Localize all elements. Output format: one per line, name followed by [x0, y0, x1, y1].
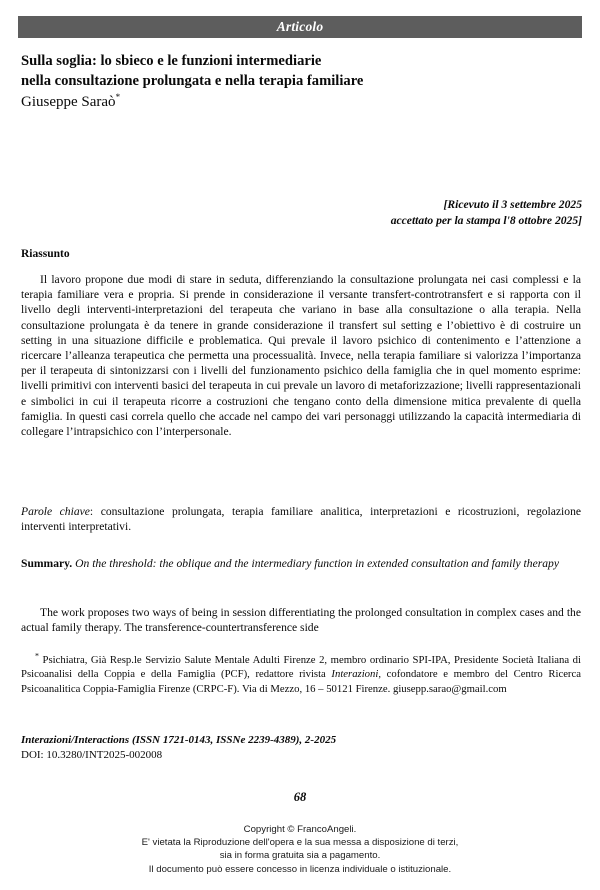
abstract-paragraph: Il lavoro propone due modi di stare in seduta, differenziando la consultazione prolungata nei casi complessi e la terapia familiare vera e propria. Si prende in considerazione il versante transfert-controtransfert e si rapporta con il livello degli interventi-interpretazioni del terapeuta che variano in base alla consultazione o alla terapia. Nella consultazione prolungata è da tenere in grande considerazione il transfert sul setting e l’obiettivo è di costruire un setting in una situazione difficile e problematica. Qui prevale il lavoro psichico di contenimento e l’attenzione a ricercare l’alleanza terapeutica che permetta una processualità. Invece, nella terapia familiare si valorizza l’importanza per il terapeuta di sintonizzarsi con i livelli del funzionamento psichico della famiglia che in quel momento esprime: livelli primitivi con interventi basici del terapeuta in cui prevale un lavoro di metaforizzazione; livelli rappresentazionali e simbolici in cui il terapeuta ricorre a costruzioni che tengano conto della dimensione mitica prevalente di quella famiglia. In questi casi correla quello che accade nel campo dei vari personaggi utilizzando la capacità intermediaria di collegare l’intrapsichico con l’interpersonale. [21, 273, 581, 439]
article-section-band [18, 16, 582, 38]
copyright-line-3: sia in forma gratuita sia a pagamento. [219, 850, 381, 862]
copyright-line-2: E' vietata la Riproduzione dell'opera e la sua messa a disposizione di terzi, [141, 837, 459, 849]
copyright-line-1: Copyright © FrancoAngeli. [243, 824, 357, 835]
keywords-separator: : [89, 505, 101, 518]
page-title [21, 52, 581, 91]
author-footnote-marker: * [115, 92, 121, 102]
author-footnote [21, 653, 581, 696]
summary-paragraph: The work proposes two ways of being in session differentiating the prolonged consultation in complex cases and the actual family therapy. The transference-countertransference side [21, 606, 581, 635]
journal-citation-block [21, 733, 491, 762]
keywords-label: Parole chiave [21, 505, 90, 518]
journal-doi: DOI: 10.3280/INT2025-002008 [21, 748, 163, 761]
keywords-block [21, 504, 581, 534]
footnote-part-2: , cofondatore e membro del Centro Ricerca Psicoanalitica Coppia-Famiglia Firenze (CRPC-F). Via di Mezzo, 16 – 50121 Firenze. giusepp.sarao@gmail.com [21, 668, 581, 695]
title-block [21, 52, 581, 112]
page-number: 68 [293, 790, 307, 804]
summary-title-text: On the threshold: the oblique and the intermediary function in extended consultation and family therapy [75, 557, 559, 570]
footnote-marker: * [35, 651, 39, 661]
article-author [21, 92, 581, 112]
author-footnote-text [21, 653, 581, 696]
article-title-line-2: nella consultazione prolungata e nella terapia familiare [21, 72, 364, 89]
journal-citation: Interazioni/Interactions (ISSN 1721-0143, ISSNe 2239-4389), 2-2025 [21, 734, 337, 746]
footnote-journal-name: Interazioni [331, 668, 379, 681]
footnote-part-1: Psichiatra, Già Resp.le Servizio Salute Mentale Adulti Firenze 2, membro ordinario SPI-IPA, Presidente Società Italiana di Psicoanalisi della Coppia e della Famiglia (PCF), redattore rivista [21, 654, 581, 681]
received-accepted-dates [152, 197, 582, 229]
summary-body [21, 605, 581, 635]
copyright-footer [0, 823, 600, 876]
article-author-name: Giuseppe Saraò [21, 94, 116, 110]
received-date: [Ricevuto il 3 settembre 2025 [443, 198, 582, 211]
summary-title-block [21, 556, 581, 571]
summary-label: Summary. [21, 557, 73, 570]
abstract-body [21, 272, 581, 439]
copyright-line-4: Il documento può essere concesso in licenza individuale o istituzionale. [148, 863, 452, 875]
article-title-line-1: Sulla soglia: lo sbieco e le funzioni intermediarie [21, 53, 322, 69]
keywords-list: consultazione prolungata, terapia familiare analitica, interpretazioni e ricostruzioni, regolazione interventi interpretativi. [21, 505, 582, 534]
accepted-date: accettato per la stampa l'8 ottobre 2025] [390, 214, 582, 227]
abstract-heading: Riassunto [21, 248, 70, 260]
article-section-label: Articolo [276, 19, 324, 35]
